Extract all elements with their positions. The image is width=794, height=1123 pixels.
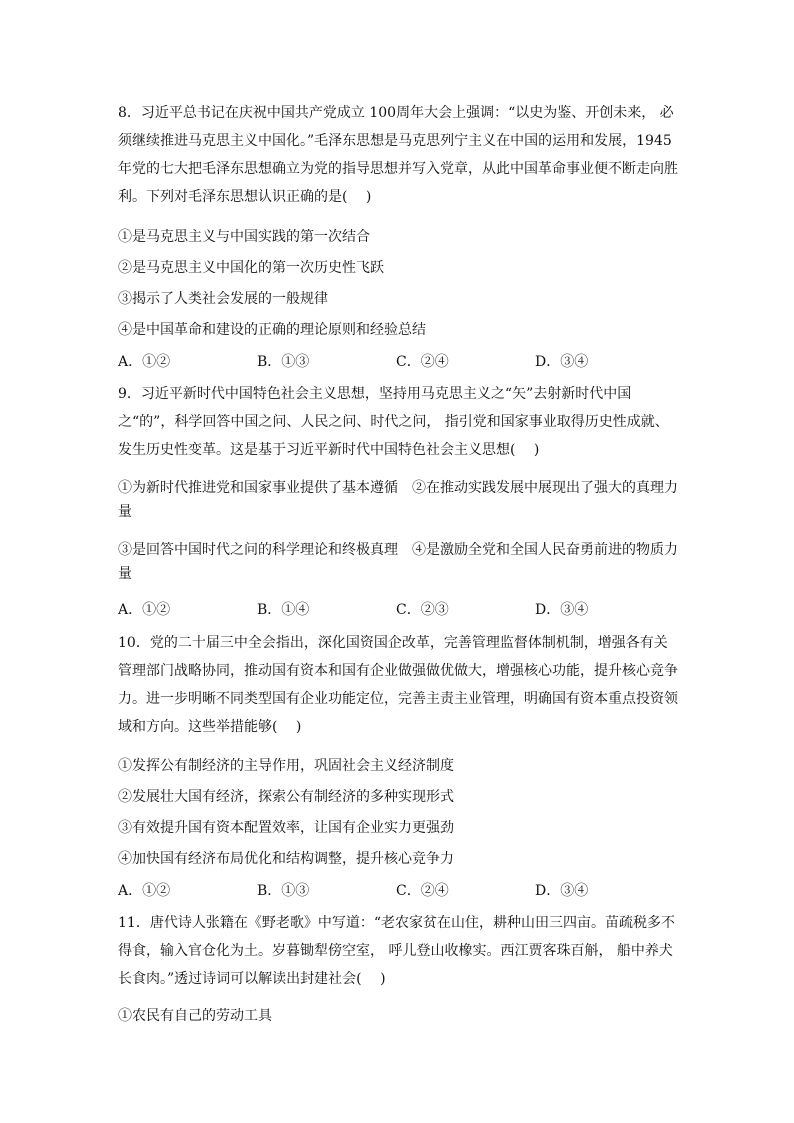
choice-c[interactable]: C．②④ [396,354,449,370]
question-8-stem: 8．习近平总书记在庆祝中国共产党成立 100周年大会上强调：“以史为鉴、开创未来， 必须继续推进马克思主义中国化。”毛泽东思想是马克思列宁主义在中国的运用和发展，1945 年党的七大把毛泽东思想确立为党的指导思想并写入党章，从此中国革命事业便不断走向胜利。下列对毛泽东思想认识正确的是( ) [118,105,678,205]
choice-c[interactable]: C．②③ [396,602,449,618]
question-9-options-row-2: ③是回答中国时代之问的科学理论和终极真理 ④是激励全党和全国人民奋勇前进的物质力量 [118,542,678,582]
choice-a[interactable]: A．①② [118,354,171,370]
question-11-stem: 11．唐代诗人张籍在《野老歌》中写道：“老农家贫在山住，耕种山田三四亩。苗疏税多不得食，输入官仓化为土。岁暮锄犁傍空室， 呼儿登山收橡实。西江贾客珠百斛， 船中养犬长食肉。”透过诗词可以解读出封建社会( ) [118,915,675,987]
choice-a[interactable]: A．①② [118,602,171,618]
choice-d[interactable]: D．③④ [535,883,589,899]
choice-b[interactable]: B．①④ [257,602,310,618]
choice-b[interactable]: B．①③ [257,354,310,370]
choice-c[interactable]: C．②④ [396,883,449,899]
question-11-option-1: ①农民有自己的劳动工具 [118,1008,272,1024]
question-10-option-2: ②发展壮大国有经济，探索公有制经济的多种实现形式 [118,789,454,805]
question-10-stem: 10．党的二十届三中全会指出，深化国资国企改革，完善管理监督体制机制，增强各有关管理部门战略协同，推动国有资本和国有企业做强做优做大，增强核心功能，提升核心竞争力。进一步明晰不同类型国有企业功能定位，完善主责主业管理，明确国有资本重点投资领域和方向。这些举措能够( ) [118,635,678,735]
question-10-option-4: ④加快国有经济布局优化和结构调整，提升核心竞争力 [118,851,454,867]
question-8-option-4: ④是中国革命和建设的正确的理论原则和经验总结 [118,322,426,338]
question-10-choices [118,880,678,902]
question-8-option-2: ②是马克思主义中国化的第一次历史性飞跃 [118,260,384,276]
question-10-option-3: ③有效提升国有资本配置效率，让国有企业实力更强劲 [118,820,454,836]
choice-a[interactable]: A．①② [118,883,171,899]
choice-d[interactable]: D．③④ [535,602,589,618]
question-9-options-row-1: ①为新时代推进党和国家事业提供了基本遵循 ②在推动实践发展中展现出了强大的真理力量 [118,480,678,520]
question-8-option-1: ①是马克思主义与中国实践的第一次结合 [118,229,370,245]
question-9-stem: 9．习近平新时代中国特色社会主义思想，坚持用马克思主义之“矢”去射新时代中国之“的”，科学回答中国之问、人民之问、时代之问， 指引党和国家事业取得历史性成就、发生历史性变革。这是基于习近平新时代中国特色社会主义思想( ) [118,386,669,458]
question-9-choices [118,599,678,621]
choice-d[interactable]: D．③④ [535,354,589,370]
question-8-choices [118,351,678,373]
question-8-option-3: ③揭示了人类社会发展的一般规律 [118,291,328,307]
choice-b[interactable]: B．①③ [257,883,310,899]
question-10-option-1: ①发挥公有制经济的主导作用，巩固社会主义经济制度 [118,758,454,774]
